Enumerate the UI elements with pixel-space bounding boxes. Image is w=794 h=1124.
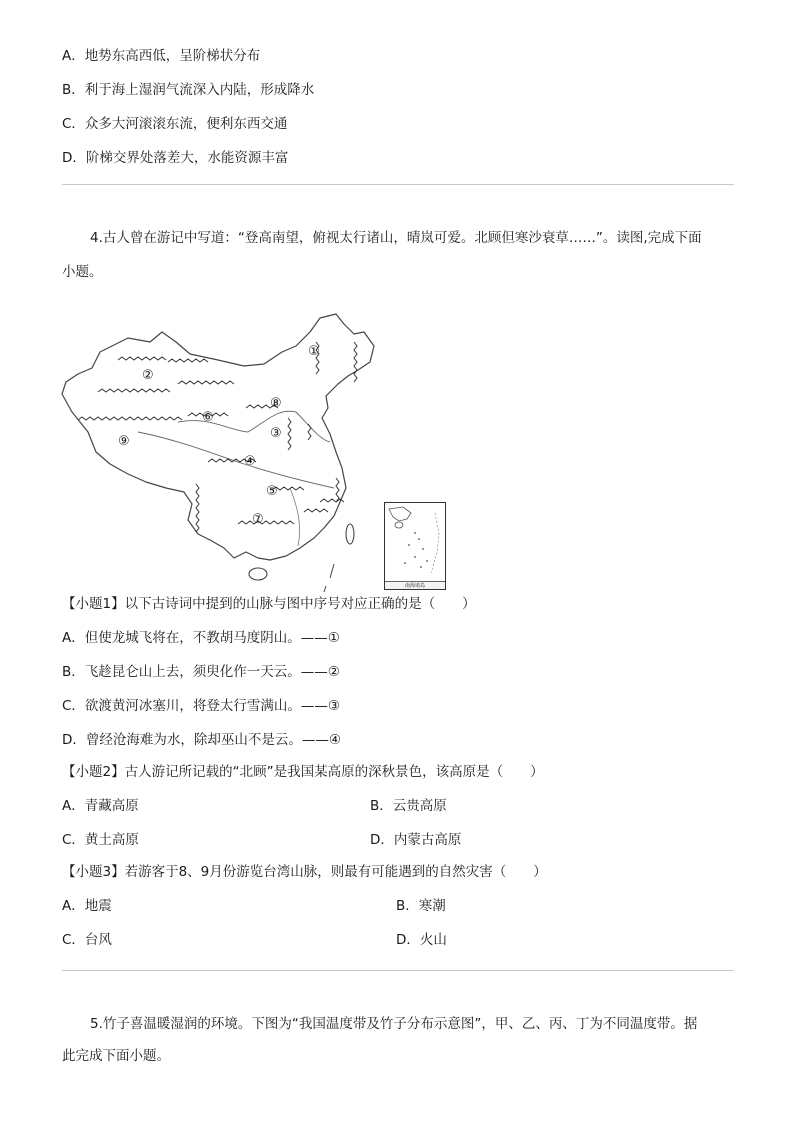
- q4-sub3-option-c: C．台风: [62, 932, 112, 948]
- q4-sub3-option-a: A．地震: [62, 898, 112, 914]
- q4-sub2-option-c: C．黄土高原: [62, 832, 139, 848]
- q4-stem-line1: 4.古人曾在游记中写道：“登高南望，俯视太行诸山，晴岚可爱。北顾但寒沙衰草……”。读图,完成下面: [90, 230, 702, 246]
- q4-sub2-question: 【小题2】古人游记所记载的“北顾”是我国某高原的深秋景色，该高原是（ ）: [62, 764, 544, 780]
- q4-stem-line2: 小题。: [62, 264, 103, 280]
- q4-sub2-option-b: B．云贵高原: [370, 798, 447, 814]
- q3-option-a: A．地势东高西低，呈阶梯状分布: [62, 48, 261, 64]
- q5-stem-line2: 此完成下面小题。: [62, 1048, 170, 1064]
- q3-option-b: B．利于海上湿润气流深入内陆，形成降水: [62, 82, 315, 98]
- divider: [62, 970, 734, 971]
- map-marker-7: ⑦: [252, 512, 264, 527]
- q4-sub1-option-b: B．飞趁昆仑山上去，须臾化作一天云。——②: [62, 664, 340, 680]
- map-marker-1: ①: [308, 344, 320, 359]
- map-marker-3: ③: [270, 426, 282, 441]
- map-marker-9: ⑨: [118, 434, 130, 449]
- q4-sub1-option-d: D．曾经沧海难为水，除却巫山不是云。——④: [62, 732, 341, 748]
- divider: [62, 184, 734, 185]
- map-marker-8: ⑧: [270, 396, 282, 411]
- map-marker-2: ②: [142, 368, 154, 383]
- q4-sub3-option-b: B．寒潮: [396, 898, 446, 914]
- map-marker-4: ④: [244, 454, 256, 469]
- q4-sub2-option-a: A．青藏高原: [62, 798, 139, 814]
- q3-option-d: D．阶梯交界处落差大，水能资源丰富: [62, 150, 289, 166]
- q4-sub3-question: 【小题3】若游客于8、9月份游览台湾山脉，则最有可能遇到的自然灾害（ ）: [62, 864, 547, 880]
- map-marker-5: ⑤: [266, 484, 278, 499]
- q4-sub2-option-d: D．内蒙古高原: [370, 832, 462, 848]
- q4-sub1-option-c: C．欲渡黄河冰塞川，将登太行雪满山。——③: [62, 698, 341, 714]
- q4-sub1-option-a: A．但使龙城飞将在，不教胡马度阴山。——①: [62, 630, 340, 646]
- q5-stem-line1: 5.竹子喜温暖湿润的环境。下图为“我国温度带及竹子分布示意图”，甲、乙、丙、丁为不同温度带。据: [90, 1016, 698, 1032]
- south-china-sea-inset: [384, 502, 446, 590]
- inset-map-outline: [385, 503, 445, 579]
- map-marker-6: ⑥: [202, 410, 214, 425]
- q3-option-c: C．众多大河滚滚东流，便利东西交通: [62, 116, 288, 132]
- q4-sub1-question: 【小题1】以下古诗词中提到的山脉与图中序号对应正确的是（ ）: [62, 596, 476, 612]
- q4-sub3-option-d: D．火山: [396, 932, 447, 948]
- inset-label: 南海诸岛: [385, 581, 445, 589]
